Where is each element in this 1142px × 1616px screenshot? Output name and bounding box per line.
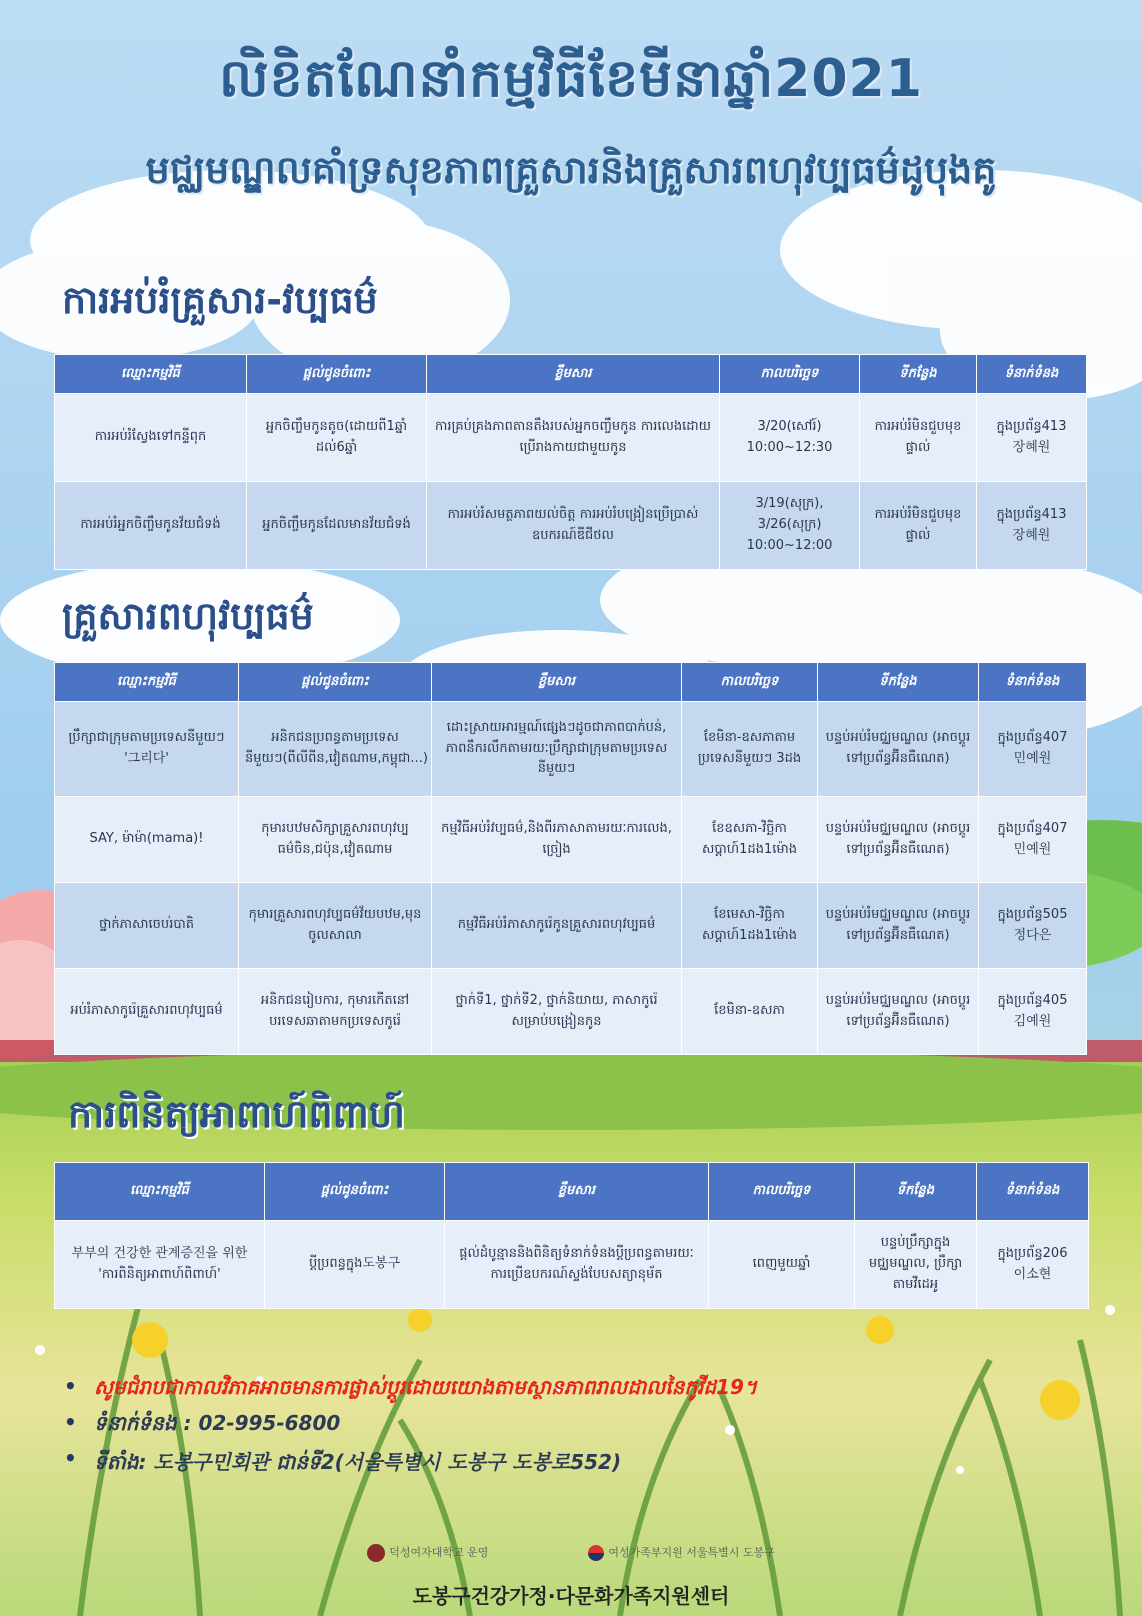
section-title-family-education: ការអប់រំគ្រួសារ-វប្បធម៌ [62,278,378,322]
contact-extension: ក្នុងប្រព័ន្ធ407 [997,730,1068,746]
contact-person: 장혜원 [1012,439,1051,455]
cell-content: ថ្នាក់ទី1, ថ្នាក់ទី2, ថ្នាក់និយាយ, ភាសាកូរ៉េសម្រាប់បង្រៀនកូន [432,969,682,1055]
table-family-education [54,354,1087,570]
table-marriage-check [54,1162,1089,1309]
section-title-marriage-check: ការពិនិត្យអាពាហ៍ពិពាហ៍ [68,1092,405,1136]
cell-target: អ្នកចិញ្ចឹមកូនតូច(ដោយពី1ឆ្នាំដល់6ឆ្នាំ [247,394,427,482]
table-row [55,482,1087,570]
table-header-row [55,663,1087,702]
cell-place: បន្ទប់អប់រំមជ្ឈមណ្ឌល (អាចប្តូរទៅប្រព័ន្ធអ៊ីនធឺណេត) [818,702,979,797]
cell-place: បន្ទប់ប្រឹក្សាក្នុងមជ្ឈមណ្ឌល, ប្រឹក្សាតាមវីដេអូ [855,1221,977,1309]
col-target: ផ្តល់ជូនចំពោះ [265,1163,445,1221]
center-name: 도봉구건강가정·다문화가족지원센터 [412,1584,730,1608]
cell-content: ការគ្រប់គ្រងភាពតានតឹងរបស់អ្នកចញ្ចឹមកូន ការលេងដោយប្រើរាងកាយជាមួយកូន [427,394,720,482]
cell-content: កម្មវិធីអប់រំភាសាកូរ៉េកូនគ្រួសារពហុវប្បធម៌ [432,883,682,969]
page-title: លិខិតណែនាំកម្មវិធីខែមីនាឆ្នាំ2021 [219,49,923,109]
cell-content: ផ្តល់ដំបូន្មាននិងពិនិត្យទំនាក់ទំនងប្តីប្រពន្ធតាមរយៈការប្រើឧបករណ៍ស្ទង់បែបសត្យានុម័ត [445,1221,709,1309]
contact-extension: ក្នុងប្រព័ន្ធ413 [996,506,1067,522]
cell-contact [977,482,1087,570]
cell-contact [979,969,1087,1055]
col-target: ផ្តល់ជូនចំពោះ [239,663,432,702]
cell-target: អនិកជនរៀបការ, កុមារកើតនៅបរទេសឆាតាមកប្រទេសកូរ៉េ [239,969,432,1055]
col-content: ខ្លឹមសារ [445,1163,709,1221]
contact-extension: ក្នុងប្រព័ន្ធ413 [996,418,1067,434]
col-date: កាលបរិច្ឆេទ [682,663,818,702]
ministry-logo-text: 여성가족부지원 서울특별시 도봉구 [608,1546,775,1559]
location-item [64,1446,1114,1482]
taegeuk-icon [588,1545,604,1561]
cell-target: អនិកជនប្រពន្ធតាមប្រទេសនីមួយៗ(ពីលីពីន,វៀតណាម,កម្ពុជា...) [239,702,432,797]
page-subtitle: មជ្ឈមណ្ឌលគាំទ្រសុខភាពគ្រួសារនិងគ្រួសារពហុវប្បធម៌ដូបុងគូ [145,148,997,192]
col-place: ទីកន្លែង [818,663,979,702]
col-contact: ទំនាក់ទំនង [977,355,1087,394]
contact-person: 민예원 [1013,751,1052,766]
cell-contact [979,702,1087,797]
table-multicultural [54,662,1087,1055]
col-date: កាលបរិច្ឆេទ [720,355,860,394]
col-place: ទីកន្លែង [860,355,977,394]
col-contact: ទំនាក់ទំនង [977,1163,1089,1221]
cell-date: ពេញមួយឆ្នាំ [709,1221,855,1309]
contact-extension: ក្នុងប្រព័ន្ធ405 [997,992,1068,1008]
location-part1: : 도봉구민회관 [138,1450,277,1474]
cell-name: ថ្នាក់ភាសាចេបរ់បាតិ [55,883,239,969]
location-part2: 2(서울특별시 도봉구 도봉로552) [320,1450,622,1474]
col-contact: ទំនាក់ទំនង [979,663,1087,702]
cell-name: ការអប់រំស្វែងទៅកន្ទីពុក [55,394,247,482]
cell-name: ការអប់រំអ្នកចិញ្ចឹមកូនវ័យជំទង់ [55,482,247,570]
cell-name: 부부의 건강한 관계증진을 위한 'ការពិនិត្យអាពាហ៍ពិពាហ៍' [55,1221,265,1309]
cell-place: បន្ទប់អប់រំមជ្ឈមណ្ឌល (អាចប្តូរទៅប្រព័ន្ធអ៊ីនធឺណេត) [818,883,979,969]
cell-contact [977,394,1087,482]
col-date: កាលបរិច្ឆេទ [709,1163,855,1221]
cell-contact [977,1221,1089,1309]
cell-contact [979,883,1087,969]
table-header-row [55,1163,1089,1221]
footer-logos [0,1544,1142,1562]
section-title-multicultural: គ្រួសារពហុវប្បធម៌ [62,594,314,638]
col-content: ខ្លឹមសារ [427,355,720,394]
location-label: ទីតាំង [94,1450,139,1474]
cell-date: 3/19(សុក្រ), 3/26(សុក្រ) 10:00~12:00 [720,482,860,570]
cell-content: ដោះស្រាយអារម្មណ៍ផ្សេងៗដូចជាភាពបាក់បន់, ភាពនឹករលឹកតាមរយៈប្រឹក្សាជាក្រុមតាមប្រទេសនីមួយៗ [432,702,682,797]
col-target: ផ្តល់ជូនចំពោះ [247,355,427,394]
table-row [55,394,1087,482]
cell-date: 3/20(សៅរ៍) 10:00~12:30 [720,394,860,482]
table-row [55,883,1087,969]
table-row [55,969,1087,1055]
contact-person: 장혜원 [1012,527,1051,543]
cell-target: កុមារបឋមសិក្សាគ្រួសារពហុវប្បធម៌ចិន,ជប៉ុន,វៀតណាម [239,797,432,883]
contact-person: 민예원 [1013,841,1052,857]
cell-date: ខែឧសភា-វិច្ឆិកាសប្តាហ៍1ដង1ម៉ោង [682,797,818,883]
table-row [55,702,1087,797]
cell-date: ខែមេសា-វិច្ឆិកាសប្តាហ៍1ដង1ម៉ោង [682,883,818,969]
contact-extension: ក្នុងប្រព័ន្ធ505 [997,906,1068,922]
contact-extension: ក្នុងប្រព័ន្ធ407 [997,820,1068,836]
notes-list [64,1374,1114,1482]
location-floor: ជាន់ទី [276,1450,321,1474]
contact-person: 김예원 [1013,1013,1052,1029]
cell-name: ប្រឹក្សាជាក្រុមតាមប្រទេសនីមួយៗ '그리다' [55,702,239,797]
col-content: ខ្លឹមសារ [432,663,682,702]
ministry-logo [588,1544,774,1562]
cell-name: SAY, ម៉ាម៉ា(mama)! [55,797,239,883]
covid-notice: សូមជំរាបជាកាលវិភាគអាចមានការផ្លាស់ប្តូរដោយយោងតាមស្ថានភាពរាលដាលនៃកូវីដ19។ [94,1375,758,1399]
table-row [55,1221,1089,1309]
cell-date: ខែមិនា-ឧសភា [682,969,818,1055]
cell-date: ខែមិនា-ឧសភាតាមប្រទេសនីមួយៗ 3ដង [682,702,818,797]
cell-place: បន្ទប់អប់រំមជ្ឈមណ្ឌល (អាចប្តូរទៅប្រព័ន្ធអ៊ីនធឺណេត) [818,797,979,883]
contact-extension: ក្នុងប្រព័ន្ធ206 [997,1245,1068,1261]
col-program-name: ឈ្មោះកម្មវិធី [55,1163,265,1221]
table-header-row [55,355,1087,394]
university-logo-text: 덕성여자대학교 운영 [389,1546,489,1559]
contact-person: 정다은 [1013,927,1052,943]
notice-item [64,1374,1114,1410]
col-program-name: ឈ្មោះកម្មវិធី [55,355,247,394]
contact-item [64,1410,1114,1446]
cell-target: អ្នកចិញ្ចឹមកូនដែលមានវ័យជំទង់ [247,482,427,570]
cell-target: ប្តីប្រពន្ធក្នុង도봉구 [265,1221,445,1309]
contact-phone: : 02-995-6800 [176,1411,341,1435]
seal-icon [367,1544,385,1562]
contact-person: 이소현 [1013,1266,1052,1282]
cell-content: ការអប់រំសមត្ថភាពយល់ចិត្ត ការអប់រំបង្រៀនប្រើប្រាស់ឧបករណ៍ឌីជីថល [427,482,720,570]
cell-place: ការអប់រំមិនជួបមុខផ្ទាល់ [860,482,977,570]
cell-place: ការអប់រំមិនជួបមុខផ្ទាល់ [860,394,977,482]
cell-target: កុមារគ្រួសារពហុវប្បធម៌វ័យបឋម,មុនចូលសាលា [239,883,432,969]
contact-label: ទំនាក់ទំនង [94,1411,177,1435]
table-row [55,797,1087,883]
university-logo [367,1544,488,1562]
cell-content: កម្មវិធីអប់រំវប្បធម៌,និងពីរភាសាតាមរយៈការលេង, ច្រៀង [432,797,682,883]
col-program-name: ឈ្មោះកម្មវិធី [55,663,239,702]
cell-place: បន្ទប់អប់រំមជ្ឈមណ្ឌល (អាចប្តូរទៅប្រព័ន្ធអ៊ីនធឺណេត) [818,969,979,1055]
col-place: ទីកន្លែង [855,1163,977,1221]
cell-name: អប់រំភាសាកូរ៉េគ្រួសារពហុវប្បធម៌ [55,969,239,1055]
cell-contact [979,797,1087,883]
